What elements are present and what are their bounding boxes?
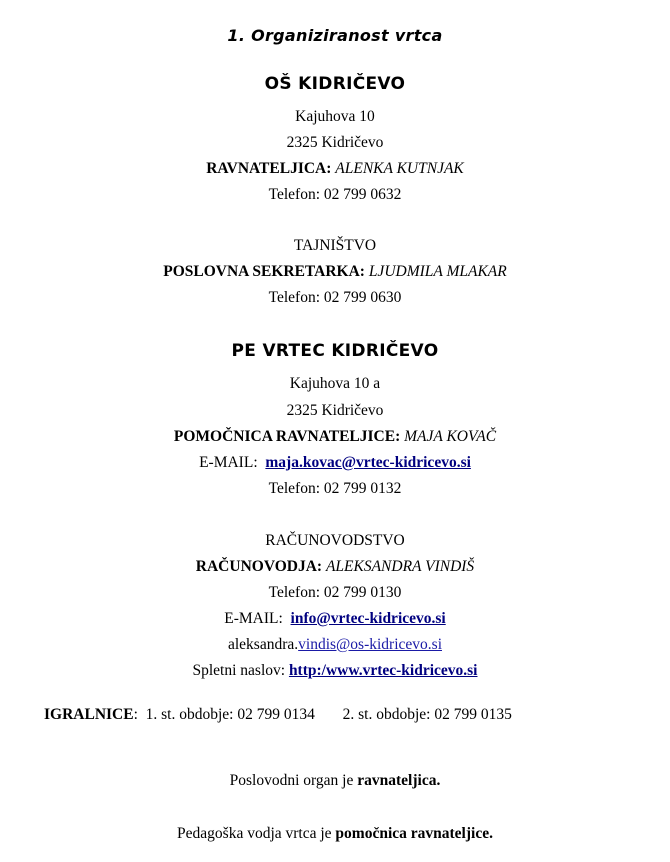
- playrooms-period1: 1. st. obdobje: 02 799 0134: [145, 706, 315, 723]
- accounting-email-label: E-MAIL:: [224, 610, 283, 627]
- playrooms-period2: 2. st. obdobje: 02 799 0135: [342, 706, 512, 723]
- note2-bold: pomočnica ravnateljice.: [335, 825, 493, 842]
- school-city: 2325 Kidričevo: [286, 134, 384, 151]
- accounting-email-line: [0, 609, 670, 629]
- accountant-email-link[interactable]: vindis@os-kidricevo.si: [298, 636, 442, 653]
- accountant-name: ALEKSANDRA VINDIŠ: [325, 558, 475, 575]
- kindergarten-phone: Telefon: 02 799 0132: [268, 480, 402, 497]
- website-line: [0, 661, 670, 681]
- kindergarten-city: 2325 Kidričevo: [286, 402, 384, 419]
- note2-prefix: Pedagoška vodja vrtca je: [177, 825, 336, 842]
- website-link[interactable]: http:/www.vrtec-kidricevo.si: [288, 662, 478, 679]
- secretariat-phone: Telefon: 02 799 0630: [268, 289, 402, 306]
- accounting-phone: Telefon: 02 799 0130: [268, 584, 402, 601]
- playrooms-line: IGRALNICE: 1. st. obdobje: 02 799 0134 2. st. obdobje: 02 799 0135: [44, 706, 512, 723]
- accountant-email-line: [0, 635, 670, 655]
- assistant-email-label: E-MAIL:: [199, 454, 258, 471]
- secretariat-title: TAJNIŠTVO: [293, 237, 377, 254]
- accountant-label: RAČUNOVODJA:: [195, 558, 323, 575]
- school-phone: Telefon: 02 799 0632: [268, 186, 402, 203]
- note1-prefix: Poslovodni organ je: [229, 772, 358, 789]
- accountant-email-prefix: aleksandra.: [227, 636, 299, 653]
- kindergarten-street: Kajuhova 10 a: [289, 375, 381, 392]
- assistant-email-line: [0, 453, 670, 473]
- kindergarten-name: PE VRTEC KIDRIČEVO: [231, 341, 439, 361]
- website-label: Spletni naslov:: [192, 662, 286, 679]
- school-street: Kajuhova 10: [295, 108, 375, 125]
- playrooms-label: IGRALNICE: [44, 706, 134, 723]
- assistant-name: MAJA KOVAČ: [404, 428, 497, 445]
- principal-line: [0, 159, 670, 179]
- accountant-line: [0, 557, 670, 577]
- school-name: OŠ KIDRIČEVO: [264, 74, 406, 94]
- secretary-line: [0, 262, 670, 282]
- accounting-title: RAČUNOVODSTVO: [265, 532, 405, 549]
- page-heading: 1. Organiziranost vrtca: [227, 26, 443, 45]
- principal-label: RAVNATELJICA:: [206, 160, 332, 177]
- assistant-line: [0, 427, 670, 447]
- note-line-2: [0, 824, 670, 844]
- assistant-email-link[interactable]: maja.kovac@vrtec-kidricevo.si: [265, 454, 471, 471]
- principal-name: ALENKA KUTNJAK: [335, 160, 464, 177]
- assistant-label: POMOČNICA RAVNATELJICE:: [173, 428, 401, 445]
- secretary-name: LJUDMILA MLAKAR: [368, 263, 507, 280]
- note1-bold: ravnateljica.: [357, 772, 441, 789]
- note-line-1: [0, 771, 670, 791]
- secretary-label: POSLOVNA SEKRETARKA:: [163, 263, 365, 280]
- accounting-email-link[interactable]: info@vrtec-kidricevo.si: [290, 610, 446, 627]
